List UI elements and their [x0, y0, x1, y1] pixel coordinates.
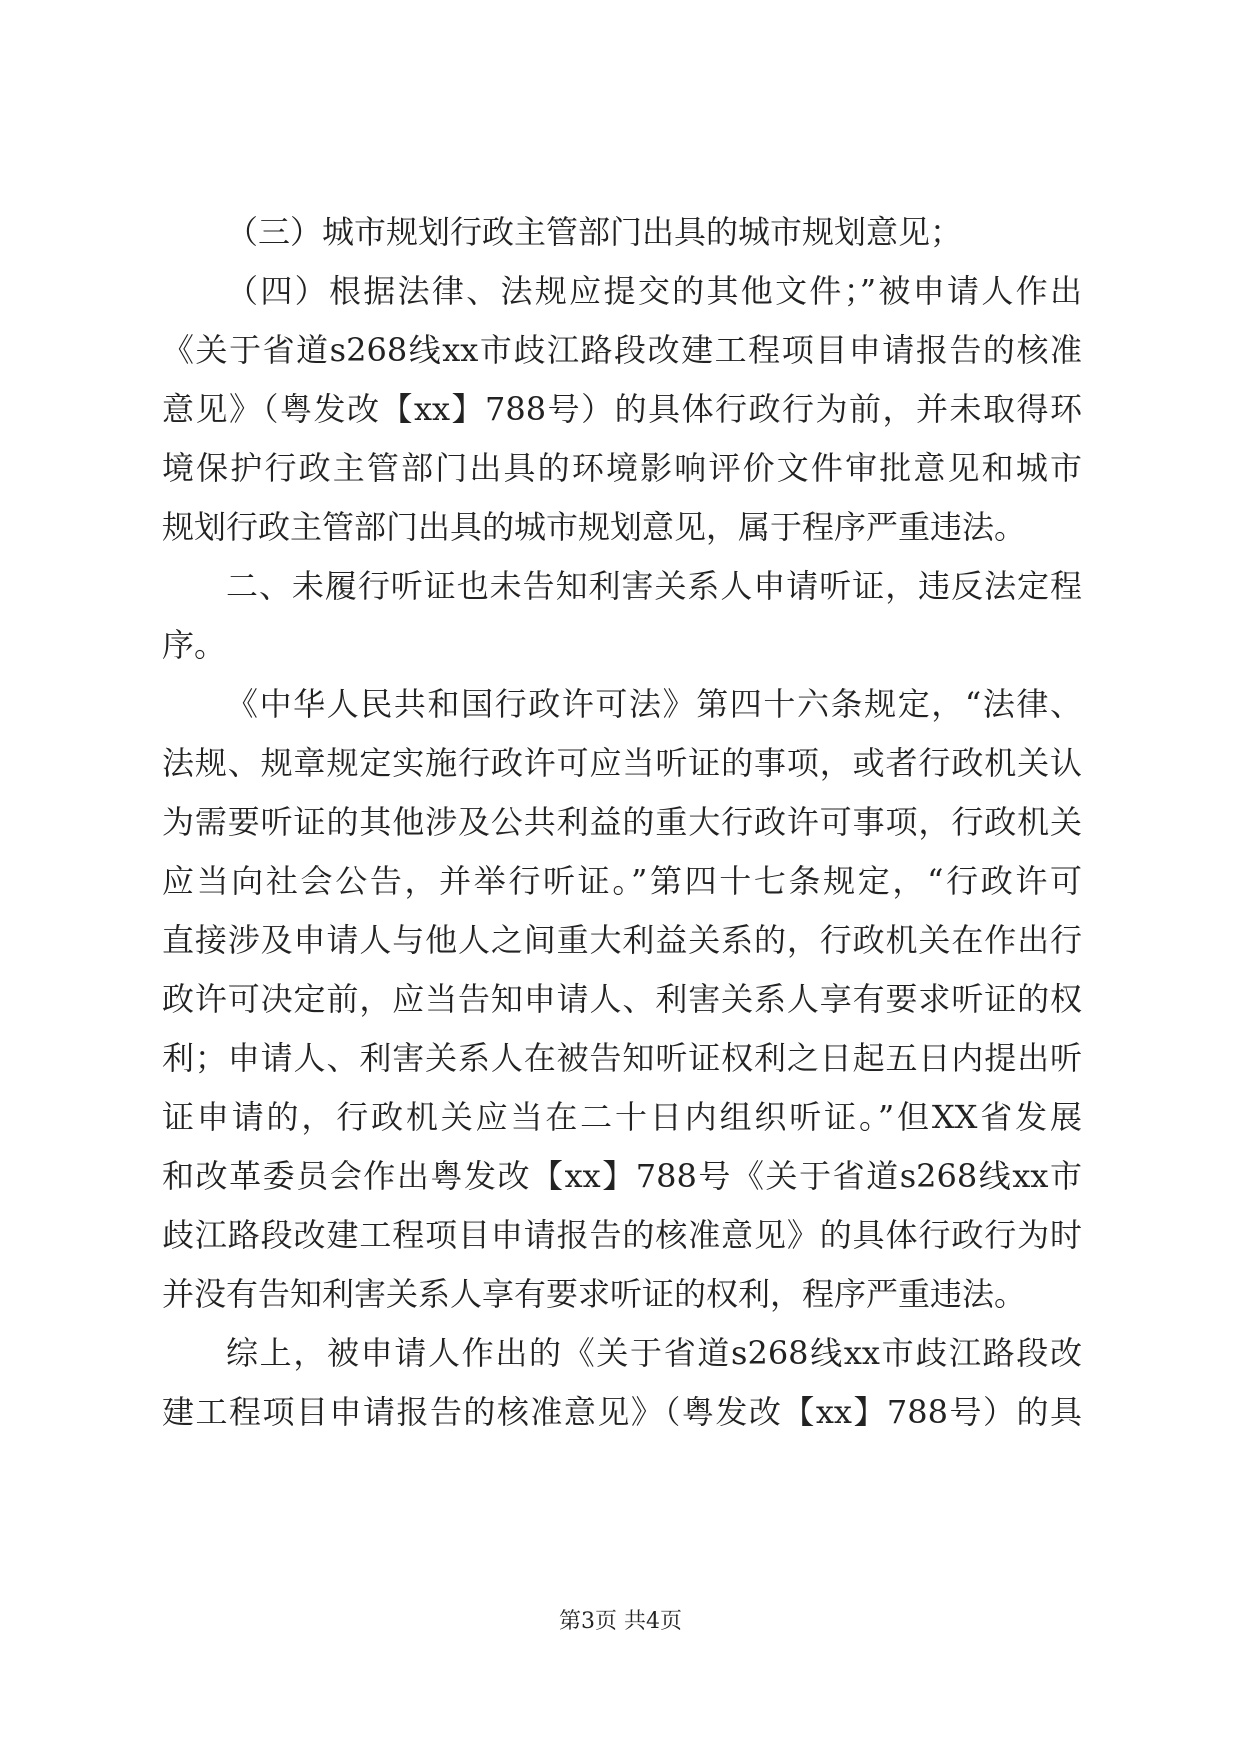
text-line: 利；申请人、利害关系人在被告知听证权利之日起五日内提出听 — [162, 1039, 1082, 1077]
text-line: 和改革委员会作出粤发改【xx】788号《关于省道s268线xx市 — [162, 1157, 1082, 1195]
text-line: 歧江路段改建工程项目申请报告的核准意见》的具体行政行为时 — [162, 1216, 1082, 1254]
text-line: 法规、规章规定实施行政许可应当听证的事项，或者行政机关认 — [162, 744, 1082, 782]
text-line: 规划行政主管部门出具的城市规划意见，属于程序严重违法。 — [162, 508, 1027, 546]
text-line: （三）城市规划行政主管部门出具的城市规划意见； — [226, 213, 963, 251]
text-line: 建工程项目申请报告的核准意见》（粤发改【xx】788号）的具 — [162, 1393, 1082, 1431]
document-body — [162, 203, 1082, 1442]
text-line: 政许可决定前，应当告知申请人、利害关系人享有要求听证的权 — [162, 980, 1082, 1018]
text-line: 直接涉及申请人与他人之间重大利益关系的，行政机关在作出行 — [162, 921, 1082, 959]
text-line: 《中华人民共和国行政许可法》第四十六条规定，“法律、 — [226, 685, 1082, 723]
text-line: 序。 — [162, 626, 227, 664]
text-line: 《关于省道s268线xx市歧江路段改建工程项目申请报告的核准 — [162, 331, 1082, 369]
text-line: 二、未履行听证也未告知利害关系人申请听证，违反法定程 — [226, 567, 1082, 605]
text-line: 为需要听证的其他涉及公共利益的重大行政许可事项，行政机关 — [162, 803, 1082, 841]
text-line: 意见》（粤发改【xx】788号）的具体行政行为前，并未取得环 — [162, 390, 1082, 428]
text-line: 应当向社会公告，并举行听证。”第四十七条规定，“行政许可 — [162, 862, 1082, 900]
text-line: （四）根据法律、法规应提交的其他文件；”被申请人作出 — [226, 272, 1082, 310]
text-line: 综上，被申请人作出的《关于省道s268线xx市歧江路段改 — [226, 1334, 1082, 1372]
text-line: 境保护行政主管部门出具的环境影响评价文件审批意见和城市 — [162, 449, 1082, 487]
text-line: 证申请的，行政机关应当在二十日内组织听证。”但XX省发展 — [162, 1098, 1082, 1136]
text-line: 并没有告知利害关系人享有要求听证的权利，程序严重违法。 — [162, 1275, 1027, 1313]
page-footer: 第3页 共4页 — [559, 1609, 682, 1634]
